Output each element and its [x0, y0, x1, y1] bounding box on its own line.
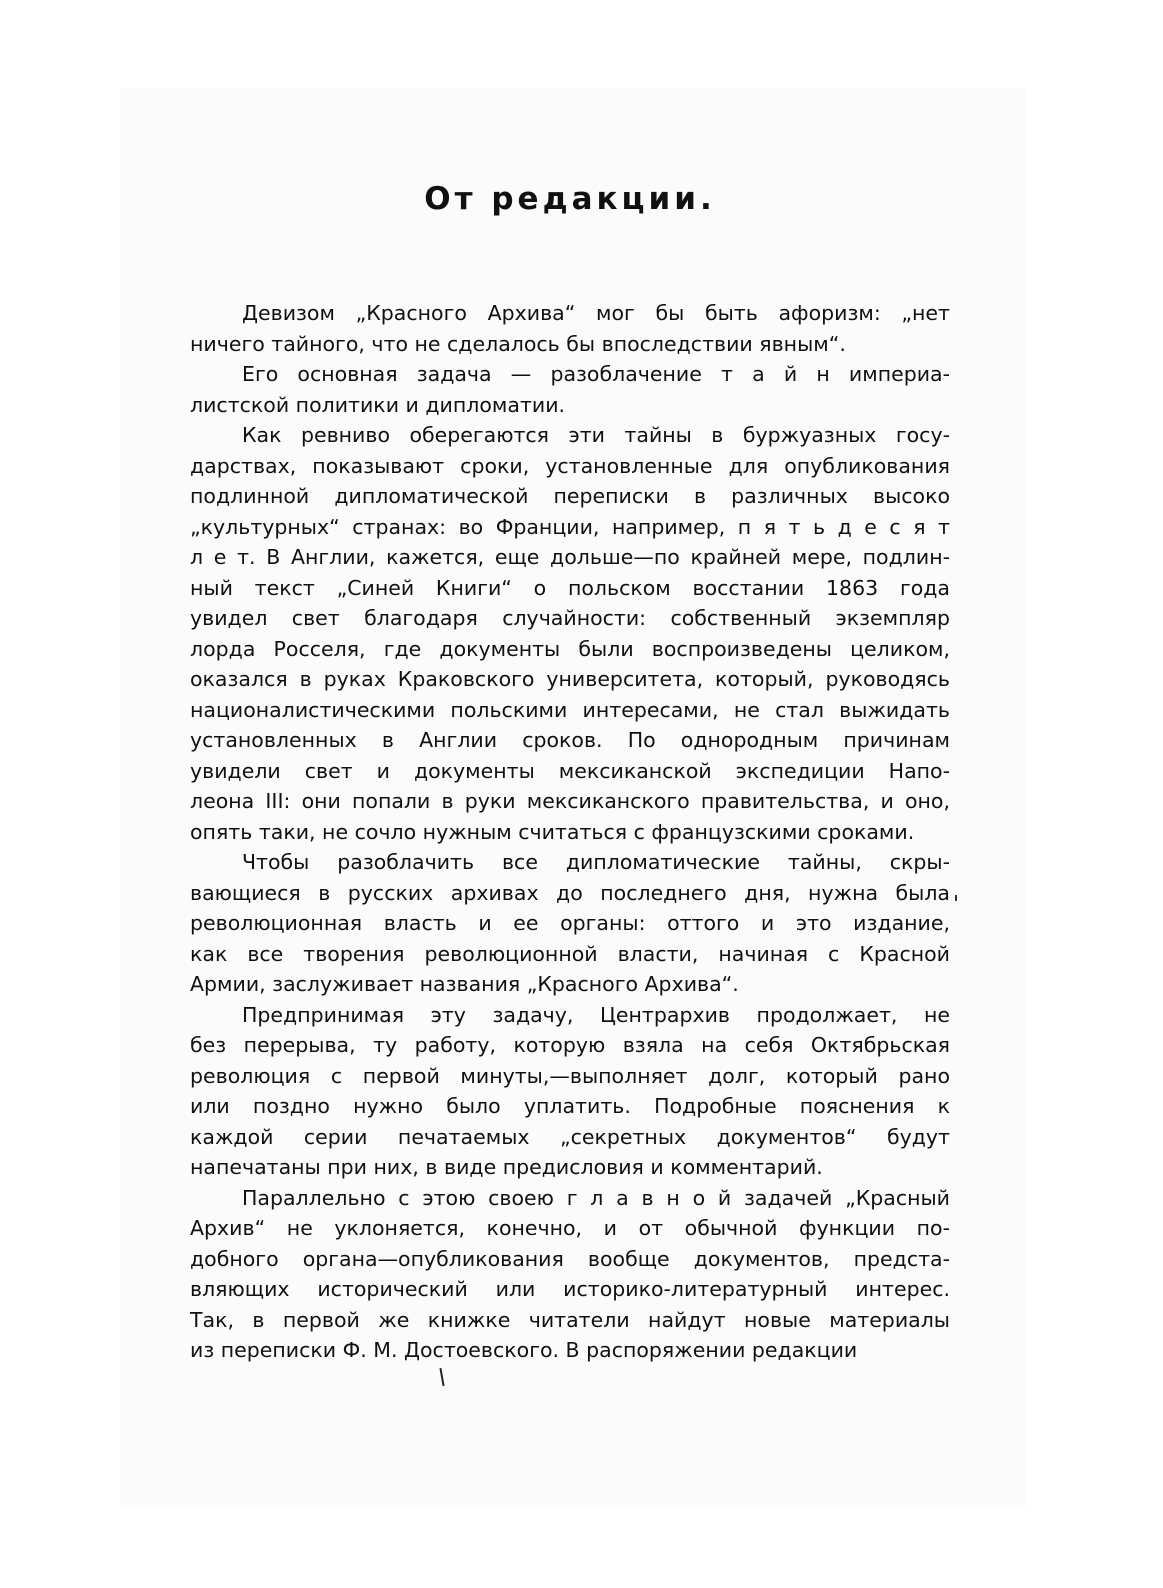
- text-line: оказался в руках Краковского университета, который, руководясь: [190, 667, 950, 691]
- text-line: напечатаны при них, в виде предисловия и комментарий.: [190, 1155, 823, 1179]
- document-body: [190, 170, 950, 1366]
- text-line: Параллельно с этою своею г л а в н о й задачей „Красный: [242, 1185, 950, 1210]
- text-line: революция с первой минуты,—выполняет долг, который рано: [190, 1063, 950, 1088]
- text-line: националистическими польскими интересами, не стал выжидать: [190, 697, 950, 722]
- margin-mark: [955, 895, 957, 901]
- text-line: увидели свет и документы мексиканской экспедиции Напо-: [190, 758, 950, 783]
- text-line: Архив“ не уклоняется, конечно, и от обычной функции по-: [190, 1216, 950, 1240]
- paragraph: [190, 1183, 950, 1366]
- text-line: без перерыва, ту работу, которую взяла на себя Октябрьская: [190, 1033, 950, 1057]
- text-line: Как ревниво оберегаются эти тайны в буржуазных госу-: [242, 423, 950, 447]
- text-line: вающиеся в русских архивах до последнего дня, нужна была: [190, 880, 950, 905]
- text-line: увидел свет благодаря случайности: собственный экземпляр: [190, 606, 950, 630]
- text-line: или поздно нужно было уплатить. Подробные пояснения к: [190, 1094, 950, 1118]
- paragraph: [190, 420, 950, 847]
- text-line: лорда Росселя, где документы были воспроизведены целиком,: [190, 636, 950, 661]
- paragraph: [190, 298, 950, 359]
- text-line: установленных в Англии сроков. По однородным причинам: [190, 728, 950, 752]
- text-line: ничего тайного, что не сделалось бы впоследствии явным“.: [190, 331, 846, 356]
- text-line: Армии, заслуживает названия „Красного Архива“.: [190, 972, 739, 996]
- text-line: Девизом „Красного Архива“ мог бы быть афоризм: „нет: [242, 301, 950, 325]
- text-line: Так, в первой же книжке читатели найдут новые материалы: [190, 1307, 950, 1332]
- text-line: Чтобы разоблачить все дипломатические тайны, скры-: [242, 850, 950, 874]
- text-line: „культурных“ странах: во Франции, например, п я т ь д е с я т: [190, 514, 950, 539]
- text-line: Его основная задача — разоблачение т а й н империа-: [242, 362, 950, 386]
- text-line: леона III: они попали в руки мексиканского правительства, и оно,: [190, 789, 950, 813]
- page-title: От редакции.: [424, 181, 716, 217]
- text-line: подлинной дипломатической переписки в различных высоко: [190, 484, 950, 508]
- text-line: дарствах, показывают сроки, установленные для опубликования: [190, 453, 950, 478]
- text-line: листской политики и дипломатии.: [190, 392, 566, 417]
- text-line: каждой серии печатаемых „секретных документов“ будут: [190, 1124, 950, 1149]
- text-line: л е т. В Англии, кажется, еще дольше—по крайней мере, подлин-: [190, 545, 950, 569]
- text-line: добного органа—опубликования вообще документов, предста-: [190, 1246, 950, 1271]
- paragraph: [190, 359, 950, 420]
- paragraph: [190, 847, 950, 1000]
- text-line: опять таки, не сочло нужным считаться с французскими сроками.: [190, 819, 915, 844]
- paragraph: [190, 1000, 950, 1183]
- text-line: как все творения революционной власти, начиная с Красной: [190, 941, 950, 966]
- text-line: Предпринимая эту задачу, Центрархив продолжает, не: [242, 1002, 950, 1027]
- text-line: из переписки Ф. М. Достоевского. В распоряжении редакции: [190, 1338, 858, 1362]
- text-line: ный текст „Синей Книги“ о польском восстании 1863 года: [190, 575, 950, 600]
- text-line: вляющих исторический или историко-литературный интерес.: [190, 1277, 950, 1301]
- paragraph-list: [190, 298, 950, 1366]
- text-line: революционная власть и ее органы: оттого и это издание,: [190, 911, 950, 935]
